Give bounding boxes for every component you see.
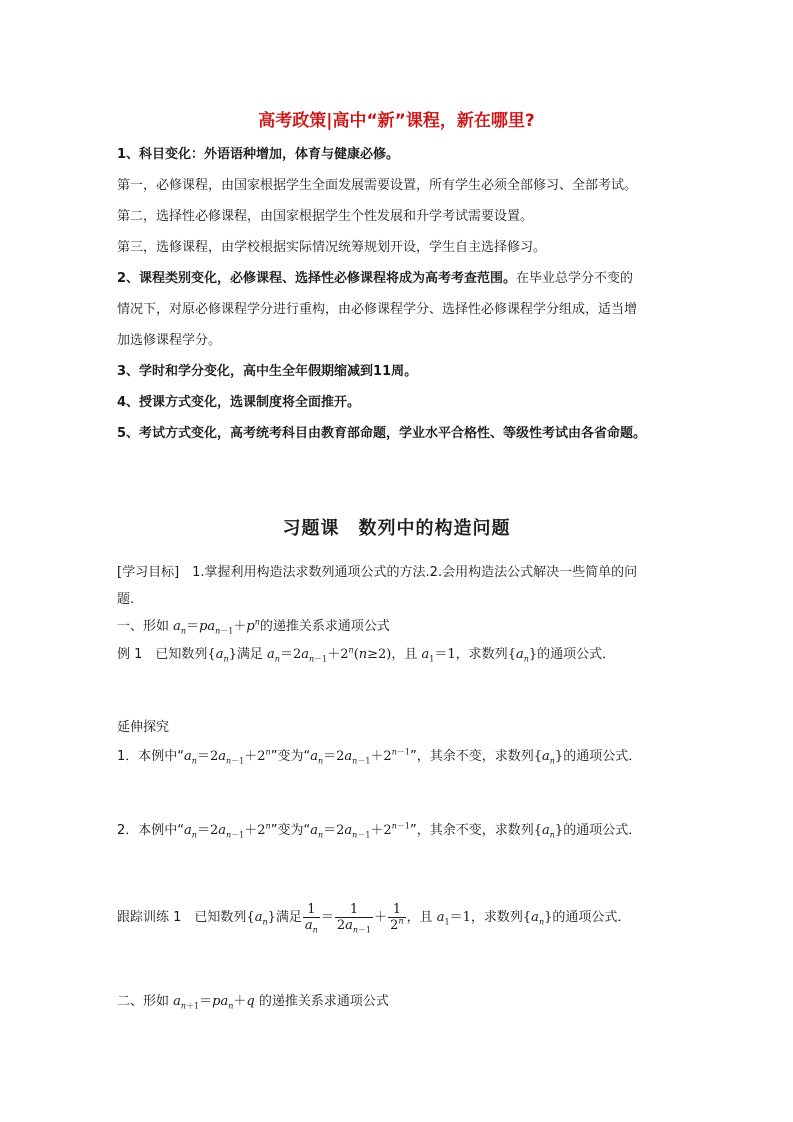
recurrence-form-1: $a_n=pa_{n-1}+p^n$ <box>173 617 260 636</box>
example-1-recurrence: $a_n=2a_{n-1}+2^n(n\ge 2)$ <box>267 645 392 664</box>
tracking-exercise-1: 跟踪训练 1 已知数列$\{a_n\}$满足 $\frac{1}{a_n}$ ＝ $\frac{1}{2a_{n-1}}$ ＋ $\frac{1}{2^n}$ ，且 $a_1=1$，求数列$\{a_n\}$的通项公式． <box>117 902 631 935</box>
extension-1: 1．本例中“$a_n=2a_{n-1}+2^n$”变为“$a_n=2a_{n-1}+2^{n-1}$”，其余不变，求数列$\{a_n\}$的通项公式． <box>117 747 642 766</box>
extension-heading: 延伸探究 <box>117 720 170 735</box>
policy-item-3: 3、学时和学分变化，高中生全年假期缩减到11周。 <box>117 364 418 379</box>
recurrence-form-2: $a_{n+1}=pa_n+q$ <box>173 994 255 1011</box>
policy-item-5: 5、考试方式变化，高考统考科目由教育部命题，学业水平合格性、等级性考试由各省命题。 <box>117 426 647 441</box>
example-1: 例 1 已知数列$\{a_n\}$满足 $a_n=2a_{n-1}+2^n(n\ge 2)$，且 $a_1=1$，求数列$\{a_n\}$的通项公式． <box>117 645 616 664</box>
fraction-1-over-2an-1: $\frac{1}{2a_{n-1}}$ <box>336 902 372 935</box>
policy-first: 第一，必修课程，由国家根据学生全面发展需要设置，所有学生必须全部修习、全部考试。 <box>117 178 638 193</box>
policy-item-2-bold: 2、课程类别变化，必修课程、选择性必修课程将成为高考考查范围。 <box>117 271 517 286</box>
policy-item-2-line-1 <box>117 270 633 288</box>
policy-item-4: 4、授课方式变化，选课制度将全面推开。 <box>117 395 361 410</box>
learning-goals-line-2: 题. <box>117 592 135 607</box>
fraction-1-over-2n: $\frac{1}{2^n}$ <box>390 902 404 933</box>
part-1-heading: 一、形如 $a_n=pa_{n-1}+p^n$的递推关系求通项公式 <box>117 617 390 636</box>
part-2-heading: 二、形如 $a_{n+1}=pa_n+q$ 的递推关系求通项公式 <box>117 994 389 1011</box>
policy-title: 高考政策|高中“新”课程，新在哪里? <box>258 111 535 131</box>
policy-item-1: 1、科目变化：外语语种增加，体育与健康必修。 <box>117 147 400 162</box>
policy-item-2-rest: 在毕业总学分不变的 <box>516 271 634 286</box>
policy-third: 第三，选修课程，由学校根据实际情况统筹规划开设，学生自主选择修习。 <box>117 240 547 255</box>
policy-item-2-line-3: 加选修课程学分。 <box>117 333 222 348</box>
policy-item-2-line-2: 情况下，对原必修课程学分进行重构，由必修课程学分、选择性必修课程学分组成，适当增 <box>117 302 638 317</box>
policy-second: 第二，选择性必修课程，由国家根据学生个性发展和升学考试需要设置。 <box>117 209 534 224</box>
fraction-1-over-an: $\frac{1}{a_n}$ <box>304 902 318 935</box>
learning-goals-line-1: [学习目标] 1.掌握利用构造法求数列通项公式的方法.2.会用构造法公式解决一些简单的问 <box>117 565 638 580</box>
lesson-title: 习题课 数列中的构造问题 <box>282 518 511 539</box>
extension-2: 2．本例中“$a_n=2a_{n-1}+2^n$”变为“$a_n=2a_{n-1}+2^{n-1}$”，其余不变，求数列$\{a_n\}$的通项公式． <box>117 821 642 840</box>
